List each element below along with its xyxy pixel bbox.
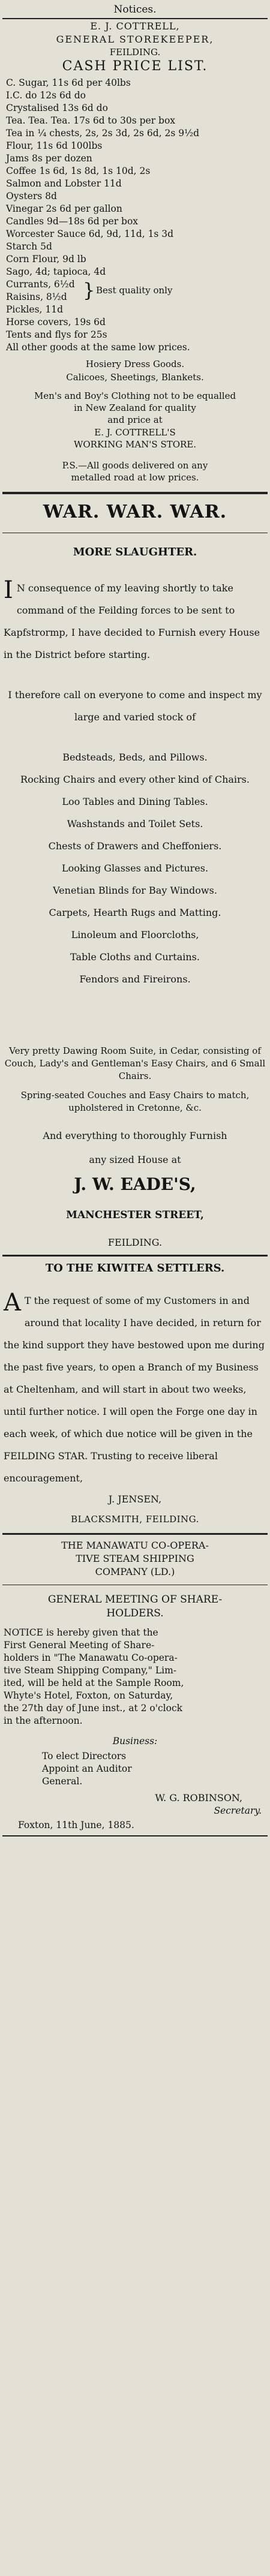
store-name: WORKING MAN'S STORE. (73, 439, 197, 450)
merchant-name: J. W. EADE'S, (74, 1174, 196, 1194)
goods-list (4, 746, 266, 990)
price-item: Tea in ¼ chests, 2s, 2s 3d, 2s 6d, 2s 9½d (6, 128, 200, 139)
goods-item: Table Cloths and Curtains. (70, 951, 200, 963)
goods-item: Venetian Blinds for Bay Windows. (53, 885, 217, 896)
notice-line: in the afternoon. (4, 1715, 83, 1726)
company-line: TIVE STEAM SHIPPING (76, 1553, 194, 1564)
cottrell-name: E. J. COTTRELL, (90, 20, 180, 32)
goods-item: Fendors and Fireirons. (79, 973, 191, 985)
merchant-town: FEILDING. (107, 1237, 163, 1248)
ps-line: metalled road at low prices. (71, 472, 199, 483)
company-line: THE MANAWATU CO-OPERA- (61, 1540, 209, 1551)
store-owner: E. J. COTTRELL'S (94, 427, 176, 438)
notice-line: Whyte's Hotel, Foxton, on Saturday, (4, 1690, 173, 1701)
price-item: Salmon and Lobster 11d (6, 178, 122, 189)
signatory-role: Secretary. (214, 1805, 262, 1816)
goods-item: Carpets, Hearth Rugs and Matting. (49, 907, 221, 918)
brace: } (83, 279, 95, 302)
any-size-line: any sized House at (89, 1154, 181, 1165)
price-item: Starch 5d (6, 241, 52, 252)
goods-item: Loo Tables and Dining Tables. (62, 796, 208, 807)
cottrell-trade: GENERAL STOREKEEPER, (56, 34, 214, 45)
business-item: General. (42, 1776, 83, 1787)
notice-line: the 27th day of June inst., at 2 o'clock (4, 1703, 183, 1714)
signatory: W. G. ROBINSON, (155, 1792, 242, 1803)
notice-line: tive Steam Shipping Company," Lim- (4, 1665, 177, 1676)
price-item: Flour, 11s 6d 100lbs (6, 140, 103, 151)
goods-item: Linoleum and Floorcloths, (71, 929, 199, 940)
best-quality-note: Best quality only (96, 285, 173, 296)
goods-item: Chests of Drawers and Cheffoniers. (48, 840, 222, 852)
divider (2, 1255, 268, 1257)
price-item: Corn Flour, 9d lb (6, 254, 86, 264)
goods-item: Washstands and Toilet Sets. (67, 818, 203, 829)
suite-text: Very pretty Dawing Room Suite, in Cedar, consisting of Couch, Lady's and Gentleman's Easy Chairs, and 6 Small Chairs. (4, 1045, 266, 1081)
business-item: Appoint an Auditor (42, 1763, 132, 1774)
meeting-notice (4, 1627, 266, 1727)
company-name (4, 1539, 266, 1579)
ps-line: P.S.—All goods delivered on any (62, 460, 208, 471)
notice-line: First General Meeting of Share- (4, 1640, 155, 1651)
calicoes-line: Calicoes, Sheetings, Blankets. (66, 372, 204, 383)
divider (2, 1533, 268, 1535)
price-item: Oysters 8d (6, 191, 57, 202)
price-item: Sago, 4d; tapioca, 4d (6, 266, 106, 277)
price-item: Jams 8s per dozen (6, 153, 92, 164)
war-intro (4, 577, 266, 666)
business-item: To elect Directors (42, 1751, 127, 1762)
clothing-text (4, 390, 266, 426)
currants-raisins-group (6, 278, 269, 303)
notice-line: NOTICE is hereby given that the (4, 1627, 158, 1638)
company-line: COMPANY (LD.) (95, 1566, 175, 1577)
price-item: All other goods at the same low prices. (6, 342, 190, 353)
price-item: Worcester Sauce 6d, 9d, 11d, 1s 3d (6, 229, 174, 239)
furnish-line: And everything to thoroughly Furnish (43, 1130, 227, 1141)
price-item: C. Sugar, 11s 6d per 40lbs (6, 77, 131, 88)
ps-text (4, 459, 266, 483)
kiwitea-title: TO THE KIWITEA SETTLERS. (45, 1262, 225, 1275)
price-item: Tents and flys for 25s (6, 329, 107, 340)
meeting-title-line: HOLDERS. (106, 1607, 164, 1619)
price-item: Crystalised 13s 6d do (6, 103, 108, 113)
price-item: Pickles, 11d (6, 304, 64, 315)
kiwitea-notice (4, 1289, 266, 1489)
drop-cap: A (4, 1289, 21, 1316)
price-list-title: CASH PRICE LIST. (62, 59, 208, 74)
war-intro-text: N consequence of my leaving shortly to take command of the Feilding forces to be sent to Kapfstrormp, I have decided to Furnish every House in the District before starting. (4, 582, 260, 660)
jensen-name: J. JENSEN, (108, 1493, 162, 1505)
war-call-text: I therefore call on everyone to come and inspect my large and varied stock of (8, 689, 262, 723)
kiwitea-body: T the request of some of my Customers in and around that locality I have decided, in return for the kind support they have bestowed upon me during the past five years, to open a Branch of my Business at Cheltenham, and will start in about two weeks, until further notice. I will open the Forge one day in each week, of which due notice will be given in the FEILDING STAR. Trusting to receive liberal encouragement, (4, 1295, 265, 1484)
hosiery-line: Hosiery Dress Goods. (85, 359, 185, 369)
price-item: Raisins, 8½d (6, 291, 67, 302)
war-call (4, 684, 266, 728)
clothing-line: in New Zealand for quality (74, 402, 196, 413)
merchant-street: MANCHESTER STREET, (66, 1209, 204, 1221)
goods-item: Bedsteads, Beds, and Pillows. (62, 752, 208, 763)
meeting-title (4, 1593, 266, 1621)
divider (2, 492, 268, 494)
goods-item: Rocking Chairs and every other kind of Chairs. (20, 774, 250, 785)
cottrell-town: FEILDING. (109, 47, 161, 58)
price-item: Currants, 6½d (6, 279, 75, 290)
price-list (6, 77, 269, 354)
drop-cap: I (4, 576, 13, 604)
price-item: Vinegar 2s 6d per gallon (6, 203, 122, 214)
war-subtitle: MORE SLAUGHTER. (73, 546, 197, 558)
price-item: I.C. do 12s 6d do (6, 90, 86, 101)
business-label: Business: (112, 1736, 158, 1747)
clothing-line: Men's and Boy's Clothing not to be equalled (34, 390, 236, 401)
divider (2, 1835, 268, 1836)
dateline: Foxton, 11th June, 1885. (18, 1820, 134, 1830)
price-item: Candles 9d—18s 6d per box (6, 216, 139, 227)
couches-text: Spring-seated Couches and Easy Chairs to match, upholstered in Cretonne, &c. (20, 1090, 250, 1113)
meeting-title-line: GENERAL MEETING OF SHARE- (47, 1594, 223, 1606)
notice-line: holders in "The Manawatu Co-opera- (4, 1652, 178, 1663)
price-item: Coffee 1s 6d, 1s 8d, 1s 10d, 2s (6, 166, 151, 176)
goods-item: Looking Glasses and Pictures. (61, 862, 209, 874)
price-item: Horse covers, 19s 6d (6, 317, 106, 327)
business-list (42, 1750, 222, 1788)
clothing-line: and price at (107, 414, 163, 425)
section-header: Notices. (113, 4, 157, 16)
jensen-trade: BLACKSMITH, FEILDING. (71, 1514, 199, 1525)
notice-line: ited, will be held at the Sample Room, (4, 1678, 184, 1688)
divider (2, 18, 268, 19)
price-item: Tea. Tea. Tea. 17s 6d to 30s per box (6, 115, 176, 126)
war-title: WAR. WAR. WAR. (43, 501, 227, 522)
